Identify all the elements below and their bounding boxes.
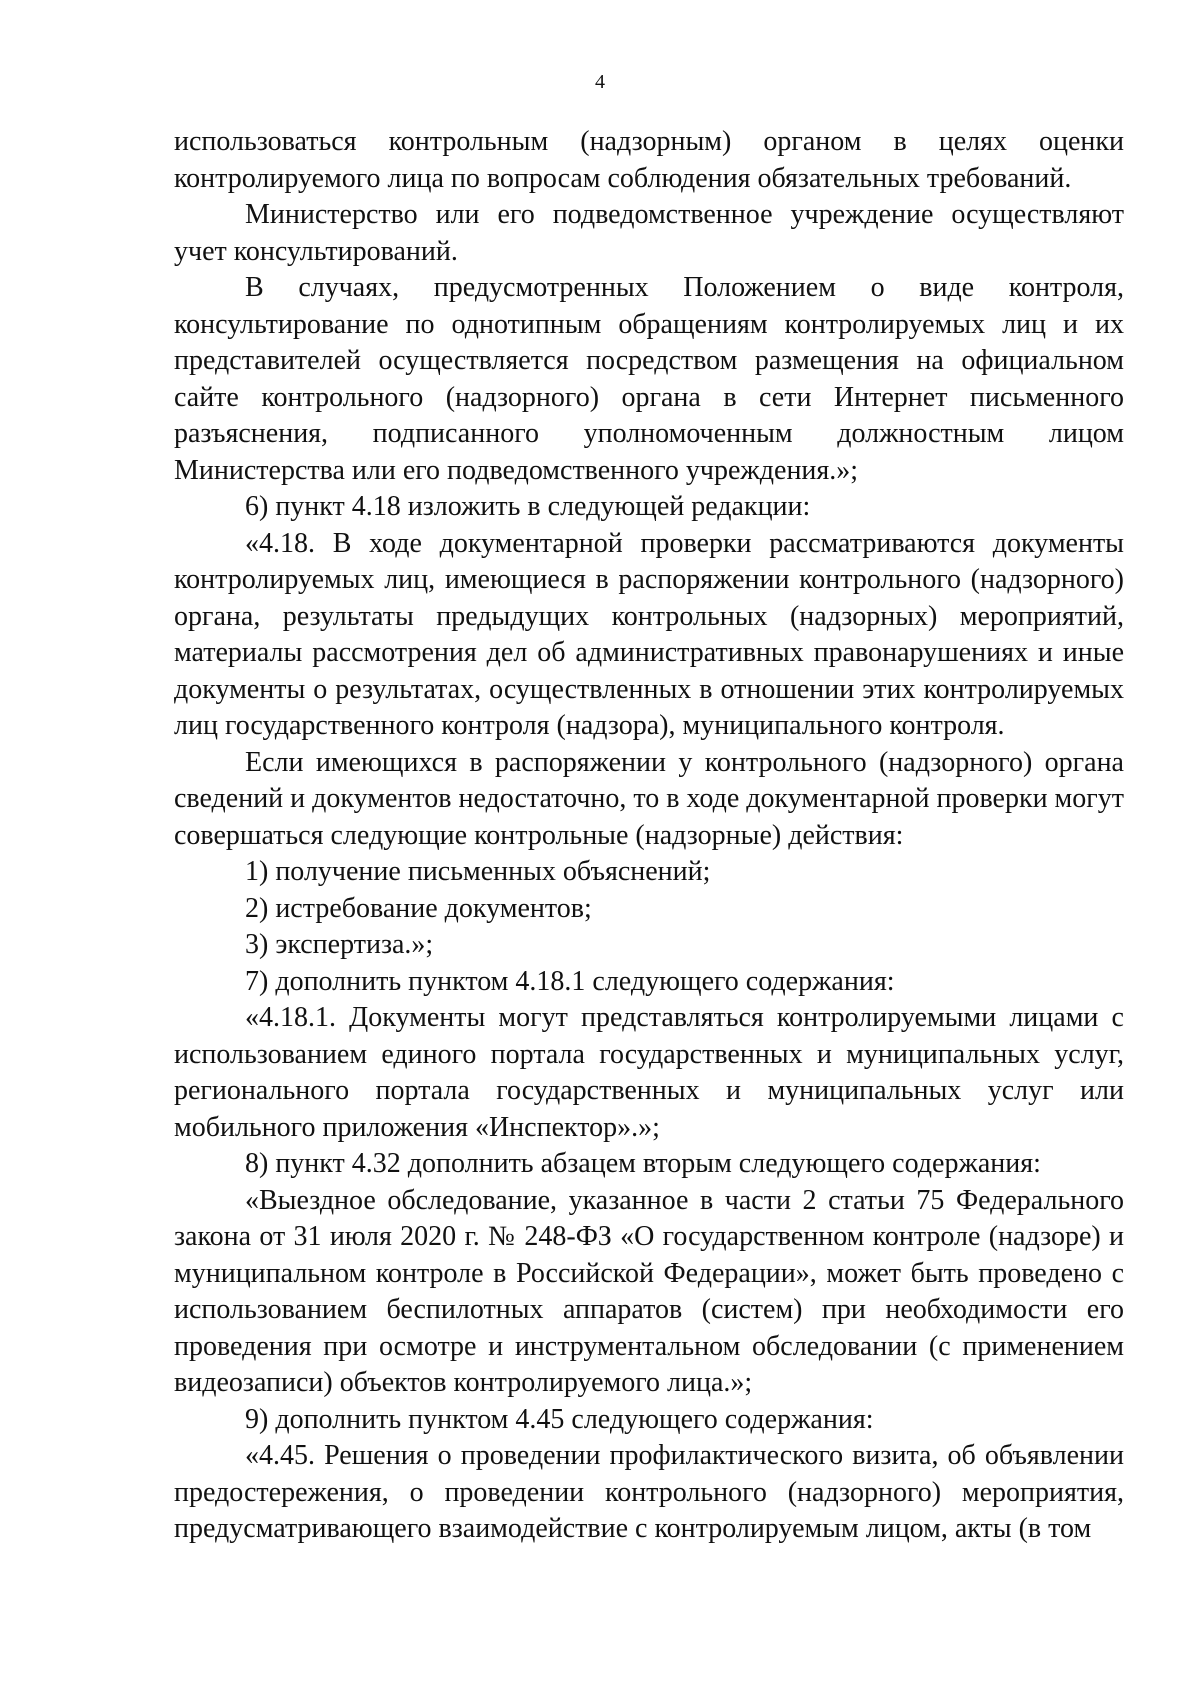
page-number: 4 — [595, 71, 605, 93]
paragraph-item-7: 7) дополнить пунктом 4.18.1 следующего содержания: — [245, 965, 895, 997]
paragraph-continuation: использоваться контрольным (надзорным) органом в целях оценки контролируемого лица по вопросам соблюдения обязательных требований. — [174, 126, 1124, 194]
paragraph-clause-4-18: «4.18. В ходе документарной проверки рассматриваются документы контролируемых лиц, имеющиеся в распоряжении контрольного (надзорного) органа, результаты предыдущих контрольных (надзорных) мероприятий, материалы рассмотрения дел об административных правонарушениях и иные документы о результатах, осуществленных в отношении этих контролируемых лиц государственного контроля (надзора), муниципального контроля. — [174, 527, 1124, 741]
paragraph-written-clarification: В случаях, предусмотренных Положением о виде контроля, консультирование по однотипным обращениям контролируемых лиц и их представителей осуществляется посредством размещения на официальном сайте контрольного (надзорного) органа в сети Интернет письменного разъяснения, подписанного уполномоченным должностным лицом Министерства или его подведомственного учреждения.»; — [174, 272, 1124, 486]
paragraph-field-inspection: «Выездное обследование, указанное в части 2 статьи 75 Федерального закона от 31 июля 2020 г. № 248-ФЗ «О государственном контроле (надзоре) и муниципальном контроле в Российской Федерации», может быть проведено с использованием беспилотных аппаратов (систем) при необходимости его проведения при осмотре и инструментальном обследовании (с применением видеозаписи) объектов контролируемого лица.»; — [174, 1184, 1124, 1398]
paragraph-item-9: 9) дополнить пунктом 4.45 следующего содержания: — [245, 1403, 874, 1435]
list-item-document-request: 2) истребование документов; — [245, 892, 592, 924]
paragraph-item-8: 8) пункт 4.32 дополнить абзацем вторым следующего содержания: — [245, 1148, 1041, 1179]
paragraph-clause-4-45: «4.45. Решения о проведении профилактического визита, об объявлении предостережения, о проведении контрольного (надзорного) мероприятия, предусматривающего взаимодействие с контролируемым лицом, акты (в том — [174, 1440, 1124, 1544]
document-body — [174, 124, 1124, 1548]
paragraph-consultation-accounting: Министерство или его подведомственное учреждение осуществляют учет консультирований. — [174, 199, 1124, 267]
paragraph-insufficient-information: Если имеющихся в распоряжении у контрольного (надзорного) органа сведений и документов недостаточно, то в ходе документарной проверки могут совершаться следующие контрольные (надзорные) действия: — [174, 746, 1124, 851]
list-item-expertise: 3) экспертиза.»; — [245, 929, 434, 960]
list-item-written-explanations: 1) получение письменных объяснений; — [245, 856, 711, 887]
paragraph-item-6: 6) пункт 4.18 изложить в следующей редакции: — [245, 491, 811, 522]
paragraph-clause-4-18-1: «4.18.1. Документы могут представляться контролируемыми лицами с использованием единого портала государственных и муниципальных услуг, регионального портала государственных и муниципальных услуг или мобильного приложения «Инспектор».»; — [174, 1002, 1124, 1143]
